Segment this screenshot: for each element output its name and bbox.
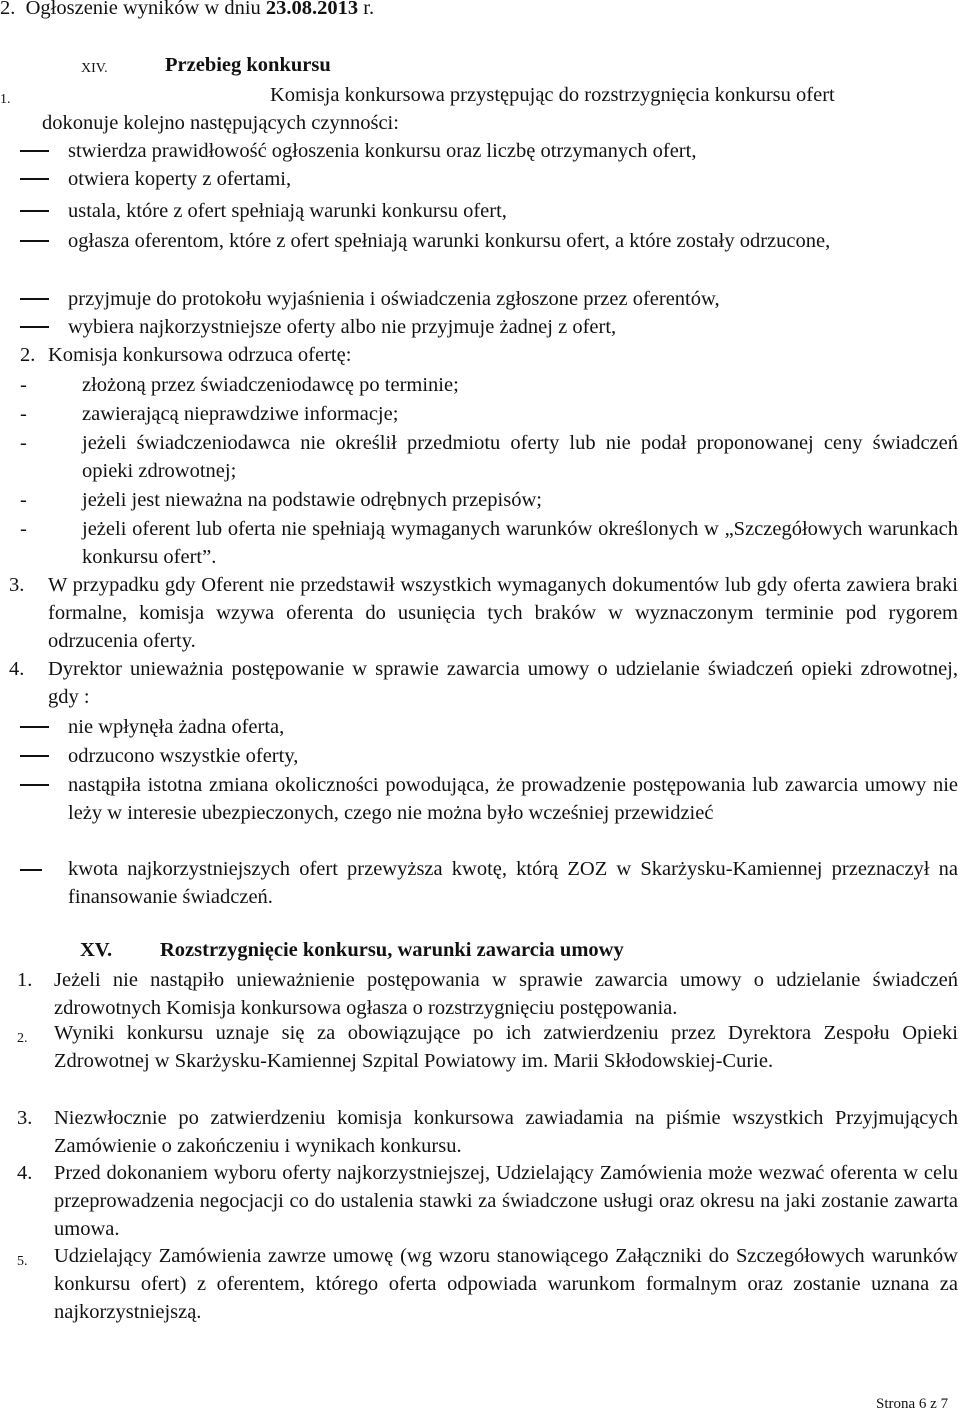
hyphen-bullet: - <box>20 518 27 540</box>
p1-item-3: ustala, które z ofert spełniają warunki konkursu ofert, <box>68 200 507 222</box>
p3-text: W przypadku gdy Oferent nie przedstawił wszystkich wymaganych dokumentów lub gdy oferta zawiera braki formalne, komisja wzywa oferenta do usunięcia tych braków w wyznaczonym terminie pod rygorem odrzucenia oferty. <box>48 574 958 652</box>
p1-line1: Komisja konkursowa przystępując do rozstrzygnięcia konkursu ofert <box>270 84 835 106</box>
p2-item-4: jeżeli jest nieważna na podstawie odrębnych przepisów; <box>82 489 542 511</box>
s15-item-3-number: 3. <box>17 1107 33 1129</box>
p1-item-6: wybiera najkorzystniejsze oferty albo nie przyjmuje żadnej z ofert, <box>68 316 617 338</box>
s15-item-4-text: Przed dokonaniem wyboru oferty najkorzystniejszej, Udzielający Zamówienia może wezwać oferenta w celu przeprowadzenia negocjacji co do ustalenia stawki za świadczone usługi oraz okresu na jaki zostanie zawarta umowa. <box>54 1162 958 1240</box>
p1-line2: dokonuje kolejno następujących czynności: <box>42 112 399 134</box>
p1-item-2: otwiera koperty z ofertami, <box>68 168 292 190</box>
s15-item-1-number: 1. <box>17 969 33 991</box>
p4-item-1: nie wpłynęła żadna oferta, <box>68 716 285 738</box>
s15-item-3-text: Niezwłocznie po zatwierdzeniu komisja konkursowa zawiadamia na piśmie wszystkich Przyjmujących Zamówienie o zakończeniu i wynikach konkursu. <box>54 1107 958 1157</box>
dash-bullet <box>20 726 49 728</box>
p4-number: 4. <box>9 658 25 680</box>
p1-item-5: przyjmuje do protokołu wyjaśnienia i oświadczenia zgłoszone przez oferentów, <box>68 288 720 310</box>
p2-text: Komisja konkursowa odrzuca ofertę: <box>48 344 352 366</box>
s15-item-5-number: 5. <box>17 1254 28 1269</box>
section-15-roman: XV. <box>80 939 113 961</box>
p4-item-3: nastąpiła istotna zmiana okoliczności powodująca, że prowadzenie postępowania lub zawarcia umowy nie leży w interesie ubezpieczonych, czego nie można było wcześniej przewidzieć <box>68 774 958 824</box>
hyphen-bullet: - <box>20 374 27 396</box>
hyphen-bullet: - <box>20 489 27 511</box>
dash-bullet <box>20 178 49 180</box>
p4-item-4: kwota najkorzystniejszych ofert przewyższa kwotę, którą ZOZ w Skarżysku-Kamiennej przeznaczył na finansowanie świadczeń. <box>68 858 958 908</box>
p3-number: 3. <box>9 574 25 596</box>
p1-item-4: ogłasza oferentom, które z ofert spełniają warunki konkursu ofert, a które zostały odrzucone, <box>68 230 831 252</box>
p2-item-1: złożoną przez świadczeniodawcę po terminie; <box>82 374 459 396</box>
dash-bullet <box>20 784 49 786</box>
dash-bullet <box>20 210 49 212</box>
s15-item-5-text: Udzielający Zamówienia zawrze umowę (wg wzoru stanowiącego Załączniki do Szczegółowych warunków konkursu ofert) z oferentem, którego oferta odpowiada warunkom formalnym oraz zostanie uznana za najkorzystniejszą. <box>54 1245 958 1323</box>
dash-bullet <box>20 755 49 757</box>
p2-item-2: zawierającą nieprawdziwe informacje; <box>82 403 399 425</box>
dash-bullet <box>20 240 49 242</box>
hyphen-bullet: - <box>20 403 27 425</box>
p4-text: Dyrektor unieważnia postępowanie w sprawie zawarcia umowy o udzielanie świadczeń opieki zdrowotnej, gdy : <box>48 658 958 708</box>
dash-bullet <box>20 869 42 871</box>
s15-item-2-text: Wyniki konkursu uznaje się za obowiązujące po ich zatwierdzeniu przez Dyrektora Zespołu Opieki Zdrowotnej w Skarżysku-Kamiennej Szpital Powiatowy im. Marii Skłodowskiej-Curie. <box>54 1022 958 1072</box>
page-number: Strona 6 z 7 <box>876 1396 949 1412</box>
dash-bullet <box>20 298 49 300</box>
p2-item-3: jeżeli świadczeniodawca nie określił przedmiotu oferty lub nie podał proponowanej ceny świadczeń opieki zdrowotnej; <box>82 432 958 482</box>
p4-item-2: odrzucono wszystkie oferty, <box>68 745 299 767</box>
p1-item-1: stwierdza prawidłowość ogłoszenia konkursu oraz liczbę otrzymanych ofert, <box>68 140 697 162</box>
p2-number: 2. <box>20 344 36 366</box>
dash-bullet <box>20 150 49 152</box>
section-14-title: Przebieg konkursu <box>165 54 331 76</box>
s15-item-4-number: 4. <box>17 1162 33 1184</box>
announcement-line: 2. Ogłoszenie wyników w dniu 23.08.2013 r. <box>0 0 700 22</box>
section-14-roman: XIV. <box>81 61 108 76</box>
hyphen-bullet: - <box>20 432 27 454</box>
p1-number: 1. <box>0 92 11 107</box>
s15-item-1-text: Jeżeli nie nastąpiło unieważnienie postępowania w sprawie zawarcia umowy o udzielanie świadczeń zdrowotnych Komisja konkursowa ogłasza o rozstrzygnięciu postępowania. <box>54 969 958 1019</box>
announcement-date: 23.08.2013 <box>265 0 359 19</box>
dash-bullet <box>20 326 49 328</box>
s15-item-2-number: 2. <box>17 1031 28 1046</box>
section-15-title: Rozstrzygnięcie konkursu, warunki zawarcia umowy <box>160 939 624 961</box>
p2-item-5: jeżeli oferent lub oferta nie spełniają wymaganych warunków określonych w „Szczegółowych warunkach konkursu ofert”. <box>82 518 958 568</box>
